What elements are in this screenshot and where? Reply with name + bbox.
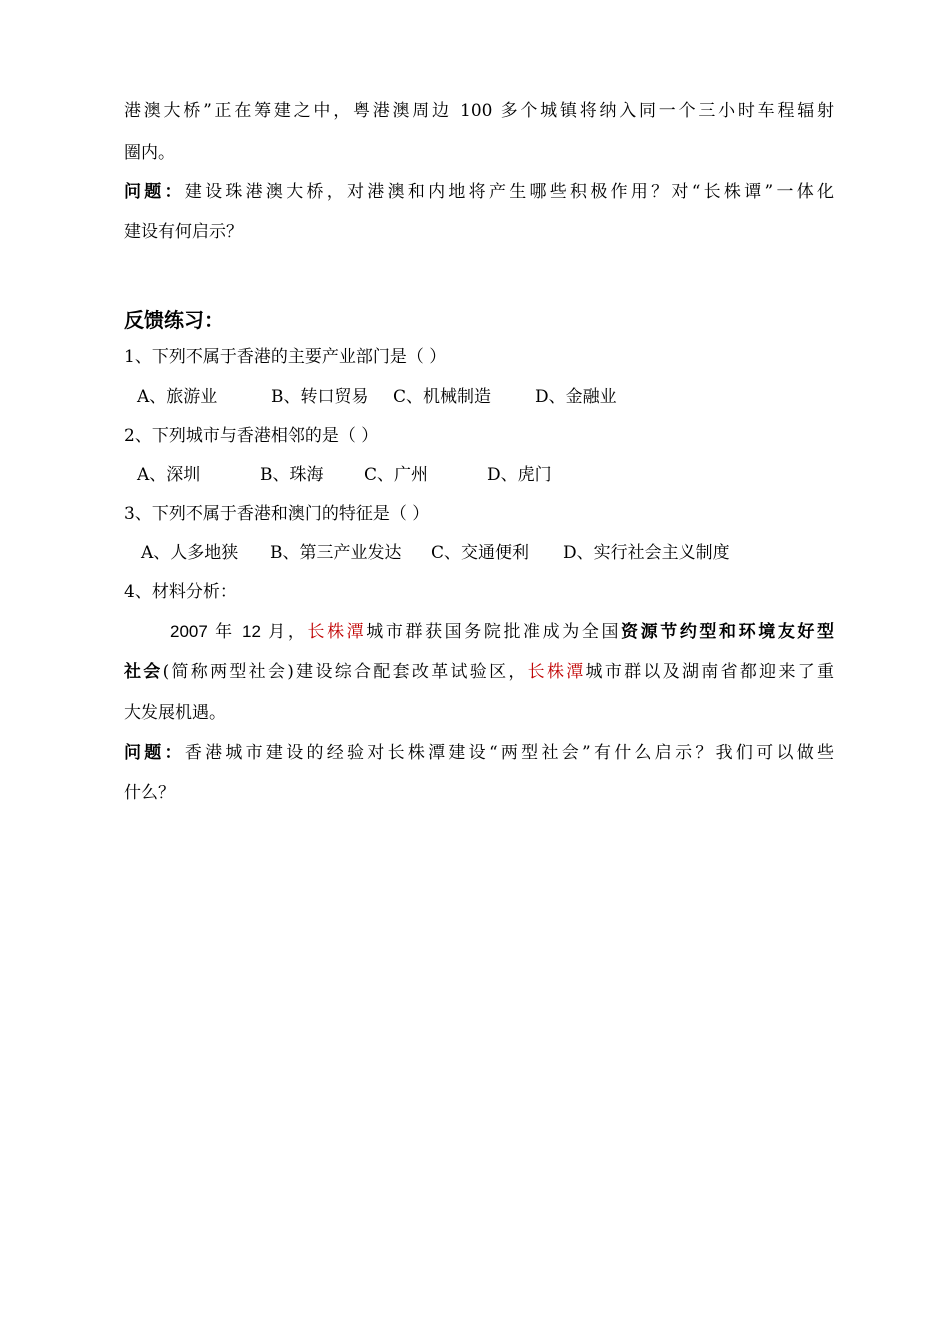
question-2-text: 香港城市建设的经验对长株潭建设“两型社会”有什么启示？我们可以做些 <box>184 743 834 763</box>
exercise-3-option-a: A、人多地狭 <box>141 543 239 563</box>
material-line-1 <box>124 620 834 644</box>
question-1-line-2: 建设有何启示？ <box>124 222 243 242</box>
exercise-3-option-d: D、实行社会主义制度 <box>563 543 730 563</box>
question-text: 建设珠港澳大桥，对港澳和内地将产生哪些积极作用？对“长株谭”一体化 <box>184 182 834 202</box>
material-text-1: 城市群获国务院批准成为全国 <box>366 622 622 642</box>
question-1-line-1 <box>124 180 834 204</box>
material-line-3: 大发展机遇。 <box>124 703 226 723</box>
exercise-3-option-c: C、交通便利 <box>431 543 530 563</box>
exercise-2-stem: 2、下列城市与香港相邻的是（ ） <box>124 426 379 446</box>
exercise-2-option-a: A、深圳 <box>137 465 201 485</box>
question-label: 问题： <box>124 182 185 202</box>
material-text-3: 城市群以及湖南省都迎来了重 <box>585 662 835 682</box>
exercise-1-option-a: A、旅游业 <box>137 387 218 407</box>
exercise-1-option-d: D、金融业 <box>535 387 617 407</box>
material-line-2 <box>124 660 834 684</box>
intro-line-2: 圈内。 <box>124 143 175 163</box>
exercise-1-stem: 1、下列不属于香港的主要产业部门是（ ） <box>124 347 447 367</box>
exercise-4-stem: 4、材料分析： <box>124 582 237 602</box>
exercise-1-option-b: B、转口贸易 <box>271 387 369 407</box>
exercise-1-option-c: C、机械制造 <box>393 387 492 407</box>
material-date: 2007 年 12 月， <box>170 622 308 641</box>
material-text-2: (简称两型社会)建设综合配套改革试验区， <box>162 662 528 682</box>
intro-line-1: 港澳大桥”正在筹建之中，粤港澳周边 100 多个城镇将纳入同一个三小时车程辐射 <box>124 101 834 121</box>
question-2-label: 问题： <box>124 743 185 763</box>
question-2-line-1 <box>124 741 834 765</box>
exercise-2-option-b: B、珠海 <box>260 465 324 485</box>
exercise-heading: 反馈练习： <box>124 310 224 332</box>
material-city-cluster-1: 长株潭 <box>307 622 367 642</box>
exercise-2-option-c: C、广州 <box>364 465 429 485</box>
material-bold-2: 社会 <box>124 662 163 682</box>
exercise-2-option-d: D、虎门 <box>487 465 552 485</box>
exercise-3-option-b: B、第三产业发达 <box>270 543 402 563</box>
material-city-cluster-2: 长株潭 <box>527 662 586 682</box>
question-2-line-2: 什么？ <box>124 783 175 803</box>
exercise-3-stem: 3、下列不属于香港和澳门的特征是（ ） <box>124 504 430 524</box>
material-bold-1: 资源节约型和环境友好型 <box>621 622 835 642</box>
